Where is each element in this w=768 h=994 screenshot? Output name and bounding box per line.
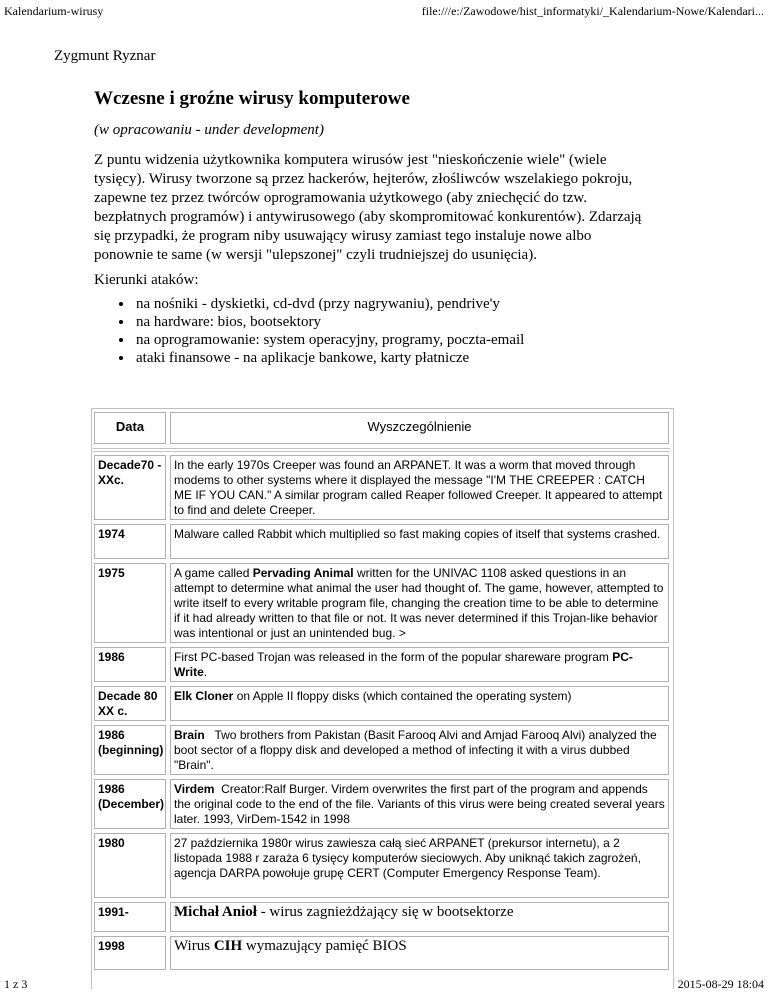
author-name: Zygmunt Ryznar [54,48,156,64]
table-cell-details: Malware called Rabbit which multiplied so fast making copies of itself that systems crashed. [170,524,669,559]
table-cell-details: In the early 1970s Creeper was found an ARPANET. It was a worm that moved through modems to other systems where it displayed the message "I'M THE CREEPER : CATCH ME IF YOU CAN." A similar program called Reaper followed Creeper. It appeared to attempt to find and delete Creeper. [170,455,669,520]
table-header-details: Wyszczególnienie [170,412,669,444]
table-cell-date: Decade70 -XXc. [94,455,166,520]
table-cell-details: Wirus CIH wymazujący pamięć BIOS [170,936,669,970]
list-item: • na nośniki - dyskietki, cd-dvd (przy nagrywaniu), pendrive'y [134,295,524,313]
table-cell-date: 1975 [94,563,166,643]
table-cell-details: Virdem Creator:Ralf Burger. Virdem overwrites the first part of the program and appends the original code to the end of the file. Variants of this virus were being created several years later. 1993, VirDem-1542 in 1998 [170,779,669,829]
table-cell-date: Decade 80 XX c. [94,686,166,721]
table-cell-details: A game called Pervading Animal written for the UNIVAC 1108 asked questions in an attempt to determine what animal the user had thought of. The game, however, attempted to write itself to every writable program file, changing the creation time to be able to determine if it had already written to that file or not. It was never determined if this Trojan-like behavior was intentional or just an unintended bug. > [170,563,669,643]
page-title: Wczesne i groźne wirusy komputerowe [94,88,410,109]
browser-page-title: Kalendarium-wirusy [4,4,104,18]
table-divider [93,451,670,452]
table-cell-details: First PC-based Trojan was released in the form of the popular shareware program PC-Write. [170,647,669,682]
table-cell-date: 1980 [94,833,166,898]
attacks-heading: Kierunki ataków: [94,272,199,288]
table-cell-details: Brain Two brothers from Pakistan (Basit Farooq Alvi and Amjad Farooq Alvi) analyzed the boot sector of a floppy disk and developed a method of infecting it with a virus dubbed "Brain". [170,725,669,775]
attacks-list [116,295,524,367]
page-counter: 1 z 3 [4,977,28,991]
print-timestamp: 2015-08-29 18:04 [677,977,764,991]
table-header-date: Data [94,412,166,444]
intro-paragraph: Z puntu widzenia użytkownika komputera wirusów jest "nieskończenie wiele" (wiele tysięcy). Wirusy tworzone są przez hackerów, hejterów, złośliwców wszelakiego pokroju, zapewne tez przez twórców oprogramowania użytkowego (aby zniechęcić do tzw. bezpłatnych programów) i antywirusowego (aby skompromitować konkurentów). Zdarzają się przypadki, że program niby usuwający wirusy zamiast tego instaluje nowe albo ponownie te same (w wersji "ulepszonej" czyli trudniejszej do usunięcia). [94,152,642,263]
browser-page-url: file:///e:/Zawodowe/hist_informatyki/_Kalendarium-Nowe/Kalendari... [421,4,764,18]
page-subtitle: (w opracowaniu - under development) [94,122,324,138]
table-cell-details: Elk Cloner on Apple II floppy disks (which contained the operating system) [170,686,669,721]
table-cell-details: 27 października 1980r wirus zawiesza całą sieć ARPANET (prekursor internetu), a 2 listopada 1988 r zaraża 6 tysięcy komputerów sieciowych. Aby uniknąć takich zagrożeń, agencja DARPA powołuje grupę CERT (Computer Emergency Response Team). [170,833,669,898]
list-item: • na hardware: bios, bootsektory [134,313,524,331]
table-cell-details: Michał Anioł - wirus zagnieżdżający się w bootsektorze [170,902,669,932]
table-divider [93,448,670,449]
table-cell-date: 1986 (December) [94,779,166,829]
table-cell-date: 1974 [94,524,166,559]
table-cell-date: 1991- [94,902,166,932]
table-cell-date: 1986 [94,647,166,682]
list-item: • ataki finansowe - na aplikacje bankowe, karty płatnicze [134,349,524,367]
table-cell-date: 1986 (beginning) [94,725,166,775]
list-item: • na oprogramowanie: system operacyjny, programy, poczta-email [134,331,524,349]
table-cell-date: 1998 [94,936,166,970]
